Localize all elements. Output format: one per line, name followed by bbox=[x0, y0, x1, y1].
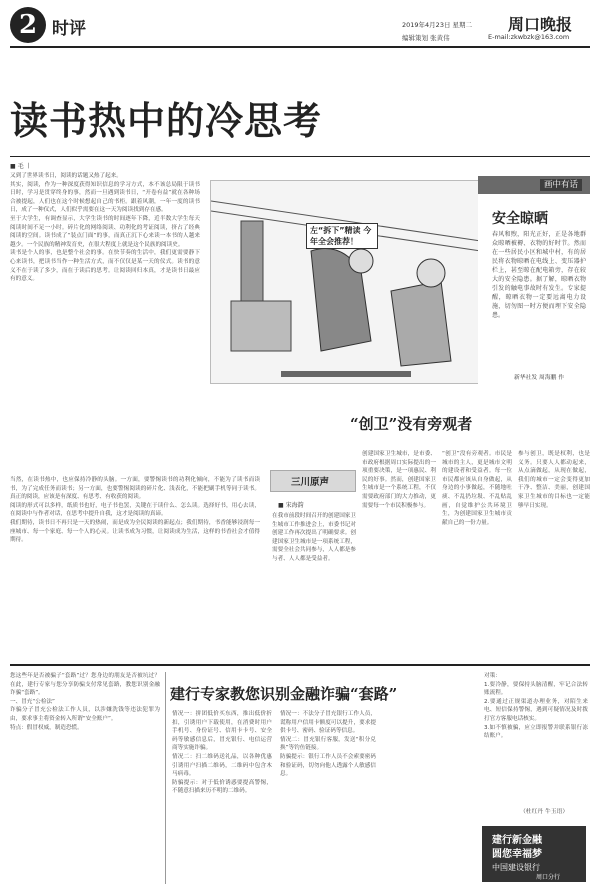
ad-slogan-1: 建行新金融 bbox=[492, 835, 542, 846]
column-label: 三川原声 bbox=[291, 477, 330, 488]
headline-rule bbox=[10, 156, 590, 157]
cartoon-drawing bbox=[211, 181, 481, 383]
sidebar-box bbox=[478, 176, 590, 386]
column-banner bbox=[270, 470, 356, 492]
editor-line: 编辑策划 张黄伟 bbox=[402, 34, 450, 42]
date-line: 2019年4月23日 星期二 bbox=[402, 21, 473, 29]
page-number-badge: 2 bbox=[10, 7, 46, 43]
bottom-byline: （杜红丹 牛玉语） bbox=[520, 809, 569, 815]
sub-article-body-d: 参与创卫，既是权利，也是义务。只要人人都动起来，从点滴做起，从现在做起，我们的城市一定会变得更加干净、整洁、美丽，创建国家卫生城市的目标也一定能够早日实现。 bbox=[518, 451, 590, 509]
cartoon-sign: 左“拆下”精读 今年全会推荐！ bbox=[306, 223, 378, 249]
bottom-col-b: 情况一：拼团低价买东西，推出低价折扣，引诱用户下载使用，在消费时用户手机号、身份证号、信用卡卡号、安全码等敏感信息后，冒充银行、电信运营商等实施诈骗。 情况二：扫二维码送礼品，以各种优惠引诱用户扫描二维码，二维码中包含木马病毒。 防骗提示：对于低价诱惑要提高警惕，不随意扫描来历不明的二维码。 bbox=[172, 711, 272, 795]
ad-slogan-2: 圆您幸福梦 bbox=[492, 849, 542, 860]
sidebar-banner bbox=[478, 176, 590, 194]
article-body-col1: 又到了世界读书日，阅读的话题又热了起来。 其实，阅读，作为一种深度获得知识信息的学习方式，本不该总局限于读书日时，学习是贯穿终身的事，然而一旦遇到读书日，“开卷有益”就在各种场合被提起，人们也在这个时候想起自己的书柜。跟着风潮，一年一度的读书日，成了一种仪式，人们似乎需要在这一天为阅读找到存在感。 至于大学生，有调查显示，大学生读书的时间逐年下降，近半数大学生每天阅读时间不足一小时。碎片化的网络阅读、功利化的考证阅读，挤占了经典阅读的空间。读书成了“装点门面”的事，而真正沉下心来读一本书的人越来越少。一个民族的精神发育史，在很大程度上就是这个民族的阅读史。 读书是个人的事，也是整个社会的事。在快节奏的生活中，我们更需要静下心来读书，把读书当作一种生活方式，而不仅仅是某一天的仪式。读书的意义不在于读了多少，而在于读后的思考。让阅读回归本真，才是读书日最应有的意义。 bbox=[10, 173, 200, 283]
bottom-intro: 您这些年是否被骗子“套路”过？您身边的朋友是否被坑过？在此，建行专家与您分享防骗支付常见套路，教您识别金融诈骗“套路”。 一、冒充“公检法” 诈骗分子冒充公检法工作人员，以涉嫌洗钱等违法犯罪为由，要求事主将资金转入所谓“安全账户”。 特点：假冒权威，制造恐慌。 bbox=[10, 673, 160, 731]
column-divider bbox=[165, 672, 166, 884]
sidebar-banner-label: 画中有话 bbox=[540, 179, 582, 191]
sub-article-author: ■ 宋海韵 bbox=[278, 502, 304, 509]
masthead-rule bbox=[10, 46, 590, 48]
sub-article-body-c: “创卫”没有旁观者。市民是城市的主人，更是城市文明的建设者和受益者。每一位市民都应该从自身做起，从身边的小事做起，不随地吐痰、不乱扔垃圾、不乱贴乱画，自觉维护公共环境卫生，为创建国家卫生城市贡献自己的一份力量。 bbox=[442, 451, 512, 526]
bottom-headline: 建行专家教您识别金融诈骗“套路” bbox=[170, 685, 398, 703]
article-author: ■ 毛 丨 bbox=[10, 163, 32, 170]
section-title: 时评 bbox=[52, 19, 86, 39]
cartoon-illustration bbox=[210, 180, 482, 384]
sidebar-byline: 新华社发 周海鹏 作 bbox=[514, 375, 565, 381]
sub-article-body-b: 创建国家卫生城市，是市委、市政府根据周口实际提出的一项重要决策，是一项惠民、利民的好事。然而，创建国家卫生城市是一个系统工程，不仅需要政府部门的大力推动，更需要每一个市民积极参与。 bbox=[362, 451, 436, 509]
sub-headline: “创卫”没有旁观者 bbox=[350, 415, 473, 433]
bottom-col-c: 情况一：不法分子冒充银行工作人员，谎称用户信用卡额度可以提升，要求提供卡号、密码、验证码等信息。 情况二：冒充银行客服，发送“积分兑换”等钓鱼链接。 防骗提示：银行工作人员不会索要密码和验证码，切勿向他人透露个人敏感信息。 bbox=[280, 711, 376, 778]
sidebar-body: 春风和煦，阳光正好，正是各地群众晾晒被褥、衣物的好时节。然而在一些居民小区和城中村，有的居民将衣物晾晒在电线上、变压器护栏上，甚至晾在配电箱旁，存在较大的安全隐患。据了解，晾晒衣物引发的触电事故时有发生。专家提醒，晾晒衣物一定要远离电力设施，切勿图一时方便而埋下安全隐患。 bbox=[492, 231, 586, 319]
ad-branch-name: 周口分行 bbox=[536, 874, 561, 881]
bottom-col-d: 对策： 1.要冷静，要保持头脑清醒，牢记合法转账流程。 2.要通过正规渠道办理业务，对陌生来电、短信保持警惕，遇到可疑情况及时拨打官方客服电话核实。 3.如不慎被骗，应立即报警并联系银行冻结账户。 bbox=[484, 673, 588, 740]
newspaper-logo: 周口晚报 bbox=[508, 15, 573, 34]
section-divider bbox=[10, 664, 590, 666]
sidebar-title: 安全晾晒 bbox=[492, 211, 548, 227]
email-line: E-mail:zkwbzk@163.com bbox=[488, 33, 570, 41]
main-headline: 读书热中的冷思考 bbox=[10, 98, 323, 143]
sub-article-body-a: 在我市前段时间召开的创建国家卫生城市工作推进会上，市委书记对创建工作再次提出了明确要求。创建国家卫生城市是一项系统工程，需要全社会共同参与，人人都是参与者、人人都是受益者。 bbox=[272, 513, 356, 562]
ad-bank-name: 中国建设银行 bbox=[492, 863, 540, 872]
article-body-col2: 当然，在读书热中，也应保持冷静的头脑。一方面，要警惕读书的功利化倾向，不能为了读书而读书，为了完成任务而读书；另一方面，也要警惕阅读的碎片化、浅表化，不能把刷手机等同于读书。真正的阅读，应该是有深度、有思考、有收获的阅读。 阅读的形式可以多样，纸质书也好，电子书也罢，关键在于读什么、怎么读。选择好书，用心去读，在阅读中与作者对话，在思考中提升自我，这才是阅读的真谛。 我们期待，读书日不再只是一天的热闹，而是成为全民阅读的新起点；我们期待，书香能够浸润每一座城市、每一个家庭、每一个人的心灵。让读书成为习惯，让阅读成为生活，这样的书香社会才值得期待。 bbox=[10, 477, 260, 544]
bank-advertisement bbox=[482, 826, 586, 882]
